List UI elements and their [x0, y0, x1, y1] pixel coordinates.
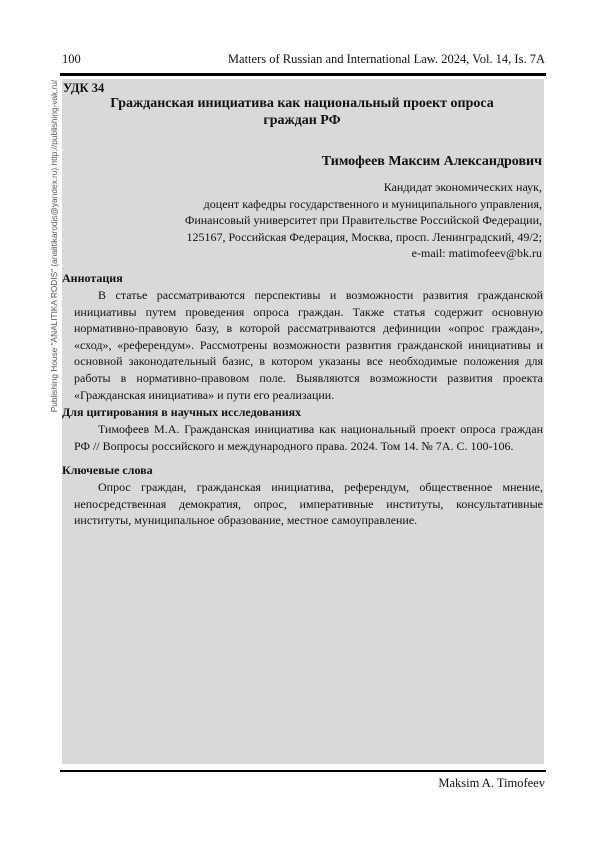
running-head: Matters of Russian and International Law. 2024, Vol. 14, Is. 7A [227, 52, 545, 66]
page-number: 100 [62, 52, 81, 66]
abstract-heading: Аннотация [62, 271, 123, 285]
footer-rule [60, 770, 546, 772]
affiliation-address: 125167, Российская Федерация, Москва, просп. Ленинградский, 49/2; [186, 229, 542, 244]
affiliation-position: доцент кафедры государственного и муниципального управления, [203, 196, 542, 211]
article-title: Гражданская инициатива как национальный проект опроса граждан РФ [110, 96, 494, 128]
keywords-heading: Ключевые слова [62, 463, 153, 477]
author-name: Тимофеев Максим Александрович [321, 154, 542, 169]
citation-heading: Для цитирования в научных исследованиях [62, 405, 302, 419]
article-front-matter [62, 79, 544, 764]
udk-code: УДК 34 [63, 81, 105, 95]
abstract-text: В статье рассматриваются перспективы и возможности развития гражданской инициативы путем проведения опроса граждан. Также статья содержит основную нормативно-правовую базу, в которой рассматриваются дефиниции «опрос граждан», «сход», «референдум». Рассмотрены возможности развития гражданской инициативы и основной законодательный базис, в котором указаны все необходимые положения для работы в нормативно-правовом поле. Выявляются возможности развития проекта «Гражданская инициатива» и пути его реализации. [74, 288, 543, 402]
affiliation-degree: Кандидат экономических наук, [383, 180, 542, 194]
affiliation-institution: Финансовый университет при Правительстве Российской Федерации, [184, 213, 542, 228]
footer-author: Maksim A. Timofeev [438, 776, 545, 790]
header-rule [60, 73, 546, 76]
affiliation-email: e-mail: matimofeev@bk.ru [411, 246, 542, 261]
keywords-text: Опрос граждан, гражданская инициатива, референдум, общественное мнение, непосредственная демократия, опрос, императивные институты, консультативные институты, муниципальное образование, местное самоуправление. [74, 480, 543, 528]
author-affiliation [185, 179, 542, 262]
citation-text: Тимофеев М.А. Гражданская инициатива как национальный проект опроса граждан РФ // Вопросы российского и международного права. 2024. Том 14. № 7А. С. 100-106. [74, 422, 543, 453]
publisher-side-text: Publishing House "ANALITIKA RODIS" (analitikarodis@yandex.ru) http://publishing-vak.ru/ [49, 79, 59, 413]
